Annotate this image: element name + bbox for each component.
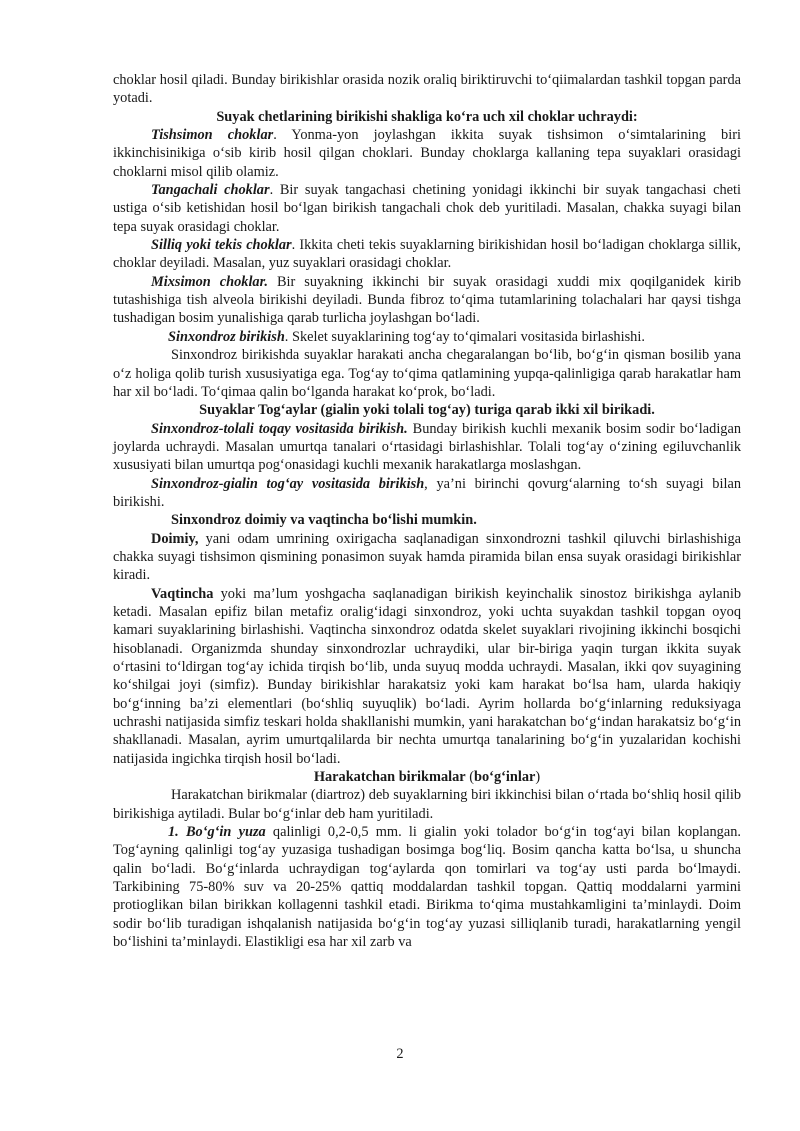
- paragraph-sinxondroz: [113, 328, 741, 346]
- paragraph-vaqtincha: [113, 585, 741, 768]
- paragraph-bogin-yuza: [113, 823, 741, 951]
- term: Sinxondroz-tolali toqay vositasida birikish.: [151, 420, 408, 437]
- term: Tangachali choklar: [151, 182, 270, 199]
- paragraph-sinxondroz-movement: Sinxondroz birikishda suyaklar harakati ancha chegaralangan bo‘lib, bo‘g‘in qisman bosilib yana o‘z holiga qolib turish xususiyatiga ega. Tog‘ay to‘qima qatlamining yupqa-qalinligiga qarab harakatlar ham har xil bo‘ladi. To‘qimaa qalin bo‘lganda harakat ko‘prok, bo‘ladi.: [113, 347, 741, 400]
- paragraph-text: Bir suyakning ikkinchi bir suyak orasidagi xuddi mix qoqilganidek kirib tutashishiga tish alveola birikishi deyiladi. Bunda fibroz to‘qima tutamlarining tolachalari har qaysi tishga tushadigan bosim yunalishiga qarab turlicha joylashgan bo‘ladi.: [113, 273, 741, 327]
- heading-paren: ): [535, 769, 541, 786]
- paragraph-mixsimon: [113, 273, 741, 328]
- paragraph-gialin: [113, 475, 741, 512]
- paragraph-tishsimon: [113, 126, 741, 181]
- paragraph-tolali: [113, 420, 741, 475]
- paragraph-silliq: [113, 236, 741, 273]
- paragraph-text: yoki ma’lum yoshgacha saqlanadigan birikish keyinchalik sinostoz birikishga aylanib ketadi. Masalan epifiz bilan metafiz oralig‘idagi sinxondroz, yoki uchta suyakdan tashkil topgan oyoq kamari suyaklarining birlashishi. Vaqtincha sinxondroz odatda skelet suyaklari rivojining ikkinchi bosqichi hisoblanadi. Organizmda shunday sinxondrozlar uchraydiki, ular bir-biriga yaqin turgan ikkita suyak o‘rtasini to‘ldirgan tog‘ay ichida tirqish bo‘lib, unda suyuq modda uchraydi. Masalan, ikki qov suyagining ko‘shilgai joyi (simfiz). Bunday birikishlar harakatsiz yoki kam harakat bo‘lsa ham, ularda hakiqiy bo‘g‘inning ba’zi elementlari (bo‘shliq suyuqlik) bo‘ladi. Ayrim hollarda bo‘g‘inlarning reduksiyaga uchrashi natijasida simfiz teskari holda shakllanishi mumkin, yani harakatchan bo‘g‘indan harakatsiz bo‘g‘in shakllanadi. Masalan, ayrim umurtqalilarda bir nechta umurtqa tanalarining bo‘g‘in yuzalaridan kochishi natijasida ingichka tirqish hosil bo‘ladi.: [113, 585, 741, 767]
- paragraph-text: . Ikkita cheti tekis suyaklarning birikishidan hosil bo‘ladigan choklarga sillik, choklar deyiladi. Masalan, yuz suyaklari orasidagi choklar.: [113, 237, 741, 272]
- term: Sinxondroz birikish: [168, 328, 285, 345]
- heading-bold-secondary: bo‘g‘inlar: [474, 769, 536, 786]
- paragraph-text: yani odam umrining oxirigacha saqlanadigan sinxondrozni tashkil qiluvchi birlashishiga chakka suyagi tishsimon qismining ponasimon suyak hamda piramida bilan ensa suyak orasidagi birikishlar kiradi.: [113, 530, 741, 584]
- paragraph-text: . Skelet suyaklarining tog‘ay to‘qimalari vositasida birlashishi.: [284, 328, 645, 345]
- section-heading-cartilage: Suyaklar Tog‘aylar (gialin yoki tolali tog‘ay) turiga qarab ikki xil birikadi.: [199, 402, 655, 419]
- heading-bold: Harakatchan birikmalar: [313, 769, 466, 786]
- term: Sinxondroz-gialin tog‘ay vositasida birikish: [151, 475, 425, 492]
- document-page: [113, 71, 741, 952]
- term: Mixsimon choklar.: [151, 273, 268, 290]
- paragraph-tangachali: [113, 181, 741, 236]
- paragraph-diartroz: Harakatchan birikmalar (diartroz) deb suyaklarning biri ikkinchisi bilan o‘rtada bo‘shliq hosil qilib birikishiga aytiladi. Bular bo‘g‘inlar deb ham yuritiladi.: [113, 787, 741, 822]
- page-number: 2: [396, 1046, 404, 1062]
- paragraph-text: . Yonma-yon joylashgan ikkita suyak tishsimon o‘simtalarining biri ikkinchisinikiga o‘sib kirib hosil qilgan choklari. Bunday choklarga kallaning tepa suyaklari orasidagi choklarni misol qilib olamiz.: [113, 127, 741, 180]
- term: Vaqtincha: [151, 585, 214, 602]
- section-heading-sutures: Suyak chetlarining birikishi shakliga ko‘ra uch xil choklar uchraydi:: [216, 108, 638, 125]
- section-heading-permanent-temporary: Sinxondroz doimiy va vaqtincha bo‘lishi mumkin.: [171, 512, 477, 529]
- paragraph-text: Bunday birikish kuchli mexanik bosim sodir bo‘ladigan joylarda uchraydi. Masalan umurtqa tanalari o‘rtasidagi birlashishlar. Tolali tog‘ay o‘zining egiluvchanlik xususiyati bilan umurtqa pog‘onasidagi kuchli mexanik harakatlarga moslashgan.: [113, 420, 742, 474]
- section-heading-movable-joints: [113, 768, 741, 786]
- paragraph-text: . Bir suyak tangachasi chetining yonidagi ikkinchi bir suyak tangachasi cheti ustiga o‘sib ketishidan hosil bo‘lgan birikish tangachali chok deb yuritiladi. Masalan, chakka suyagi bilan tepa suyak orasidagi choklar.: [113, 182, 741, 235]
- term: Tishsimon choklar: [151, 127, 274, 144]
- paragraph-text: , ya’ni birinchi qovurg‘alarning to‘sh suyagi bilan birikishi.: [113, 475, 741, 510]
- paragraph-continuation: choklar hosil qiladi. Bunday birikishlar orasida nozik oraliq biriktiruvchi to‘qiimalardan tashkil topgan parda yotadi.: [113, 72, 741, 107]
- term: Doimiy,: [151, 530, 199, 547]
- term: Silliq yoki tekis choklar: [151, 237, 292, 254]
- term: 1. Bo‘g‘in yuza: [168, 824, 266, 841]
- heading-paren: (: [465, 769, 475, 786]
- paragraph-doimiy: [113, 530, 741, 585]
- paragraph-text: qalinligi 0,2-0,5 mm. li gialin yoki tolador bo‘g‘in tog‘ayi bilan koplangan. Tog‘ayning qalinligi tog‘ay yuzasiga tushadigan bosimga bog‘liq. Bosim qancha katta bo‘lsa, u shuncha qalin bo‘ladi. Bo‘g‘inlarda uchraydigan tog‘aylarda qon tomirlari va tog‘ay usti parda bo‘lmaydi. Tarkibining 75-80% suv va 20-25% qattiq moddalardan tashkil topgan. Qattiq moddalarni yarmini protioglikan bilan birikkan kollagenni tashkil etadi. Birikma to‘qima mustahkamligini ta’minlaydi. Doim sodir bo‘lib turadigan ishqalanish natijasida bo‘g‘in tog‘ay yuzasi silliqlanib turadi, harakatlarning yengil bo‘lishini ta’minlaydi. Elastikligi esa har xil zarb va: [113, 824, 741, 951]
